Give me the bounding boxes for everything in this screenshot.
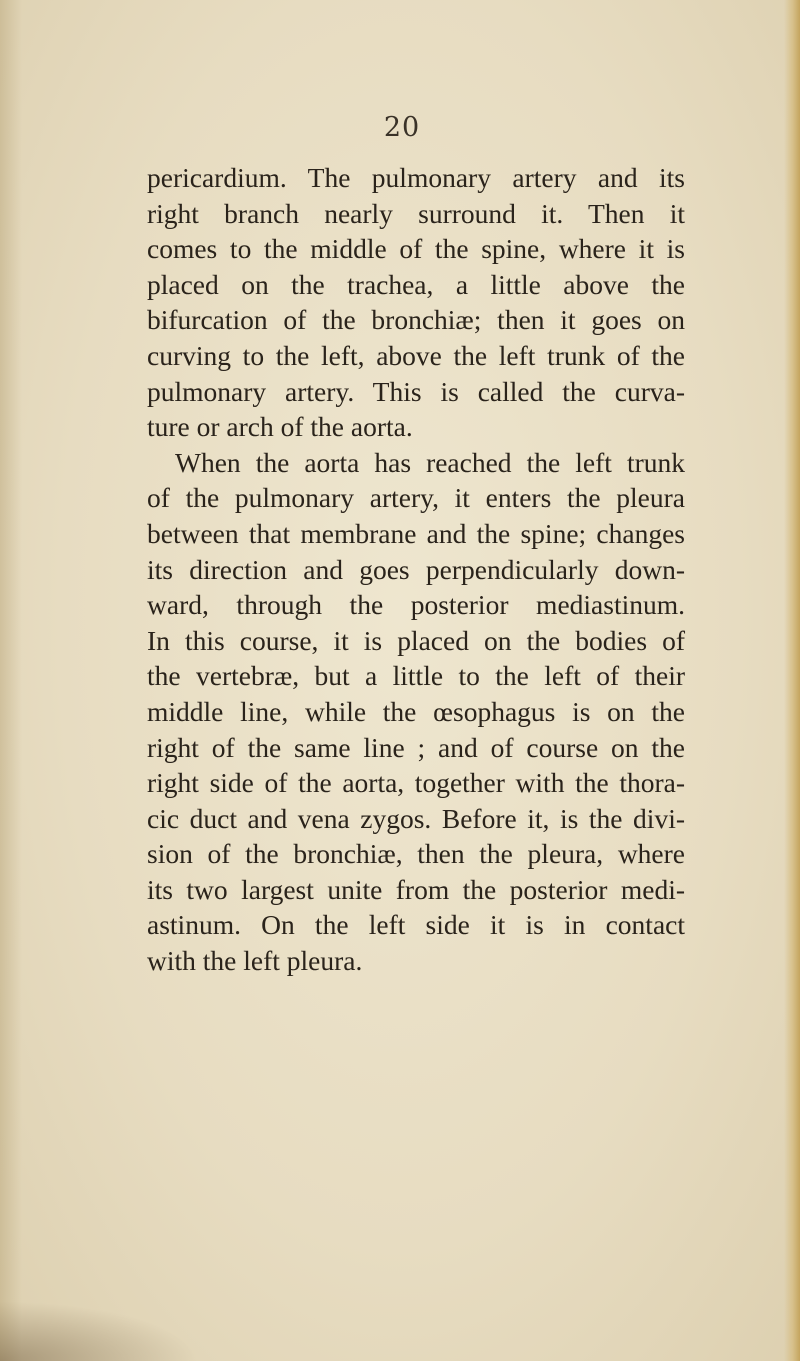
text-line: placed on the trachea, a little above the [147, 268, 685, 300]
text-line: with the left pleura. [147, 945, 363, 977]
text-line: ward, through the posterior mediastinum. [147, 589, 685, 621]
text-line: the vertebræ, but a little to the left of their [147, 660, 685, 692]
text-line: right side of the aorta, together with the thora- [147, 767, 685, 799]
text-line: middle line, while the œsophagus is on the [147, 695, 685, 727]
text-line: cic duct and vena zygos. Before it, is the divi- [147, 802, 685, 834]
text-line: sion of the bronchiæ, then the pleura, where [147, 838, 685, 870]
text-line: right of the same line ; and of course on the [147, 731, 685, 763]
text-line: curving to the left, above the left trunk of the [147, 339, 685, 371]
page-number: 20 [383, 112, 421, 143]
text-line: of the pulmonary artery, it enters the pleura [147, 482, 685, 514]
paragraph-2 [147, 445, 685, 979]
text-line: its two largest unite from the posterior medi- [147, 873, 685, 905]
text-line: pulmonary artery. This is called the curva- [147, 375, 685, 407]
text-line: bifurcation of the bronchiæ; then it goes on [147, 304, 685, 336]
page-right-edge [784, 0, 800, 1361]
text-line: In this course, it is placed on the bodies of [147, 624, 685, 656]
text-line: between that membrane and the spine; changes [147, 517, 685, 549]
text-line: its direction and goes perpendicularly down- [147, 553, 685, 585]
page-corner-shadow [0, 1301, 200, 1361]
text-line: astinum. On the left side it is in contact [147, 909, 685, 941]
text-line: ture or arch of the aorta. [147, 411, 413, 443]
text-line: right branch nearly surround it. Then it [147, 197, 685, 229]
text-line: pericardium. The pulmonary artery and its [147, 162, 685, 193]
text-line: comes to the middle of the spine, where it is [147, 233, 685, 265]
body-text [147, 160, 685, 979]
paragraph-1 [147, 160, 685, 445]
text-line: When the aorta has reached the left trunk [175, 446, 685, 478]
page-left-shadow [0, 0, 22, 1361]
